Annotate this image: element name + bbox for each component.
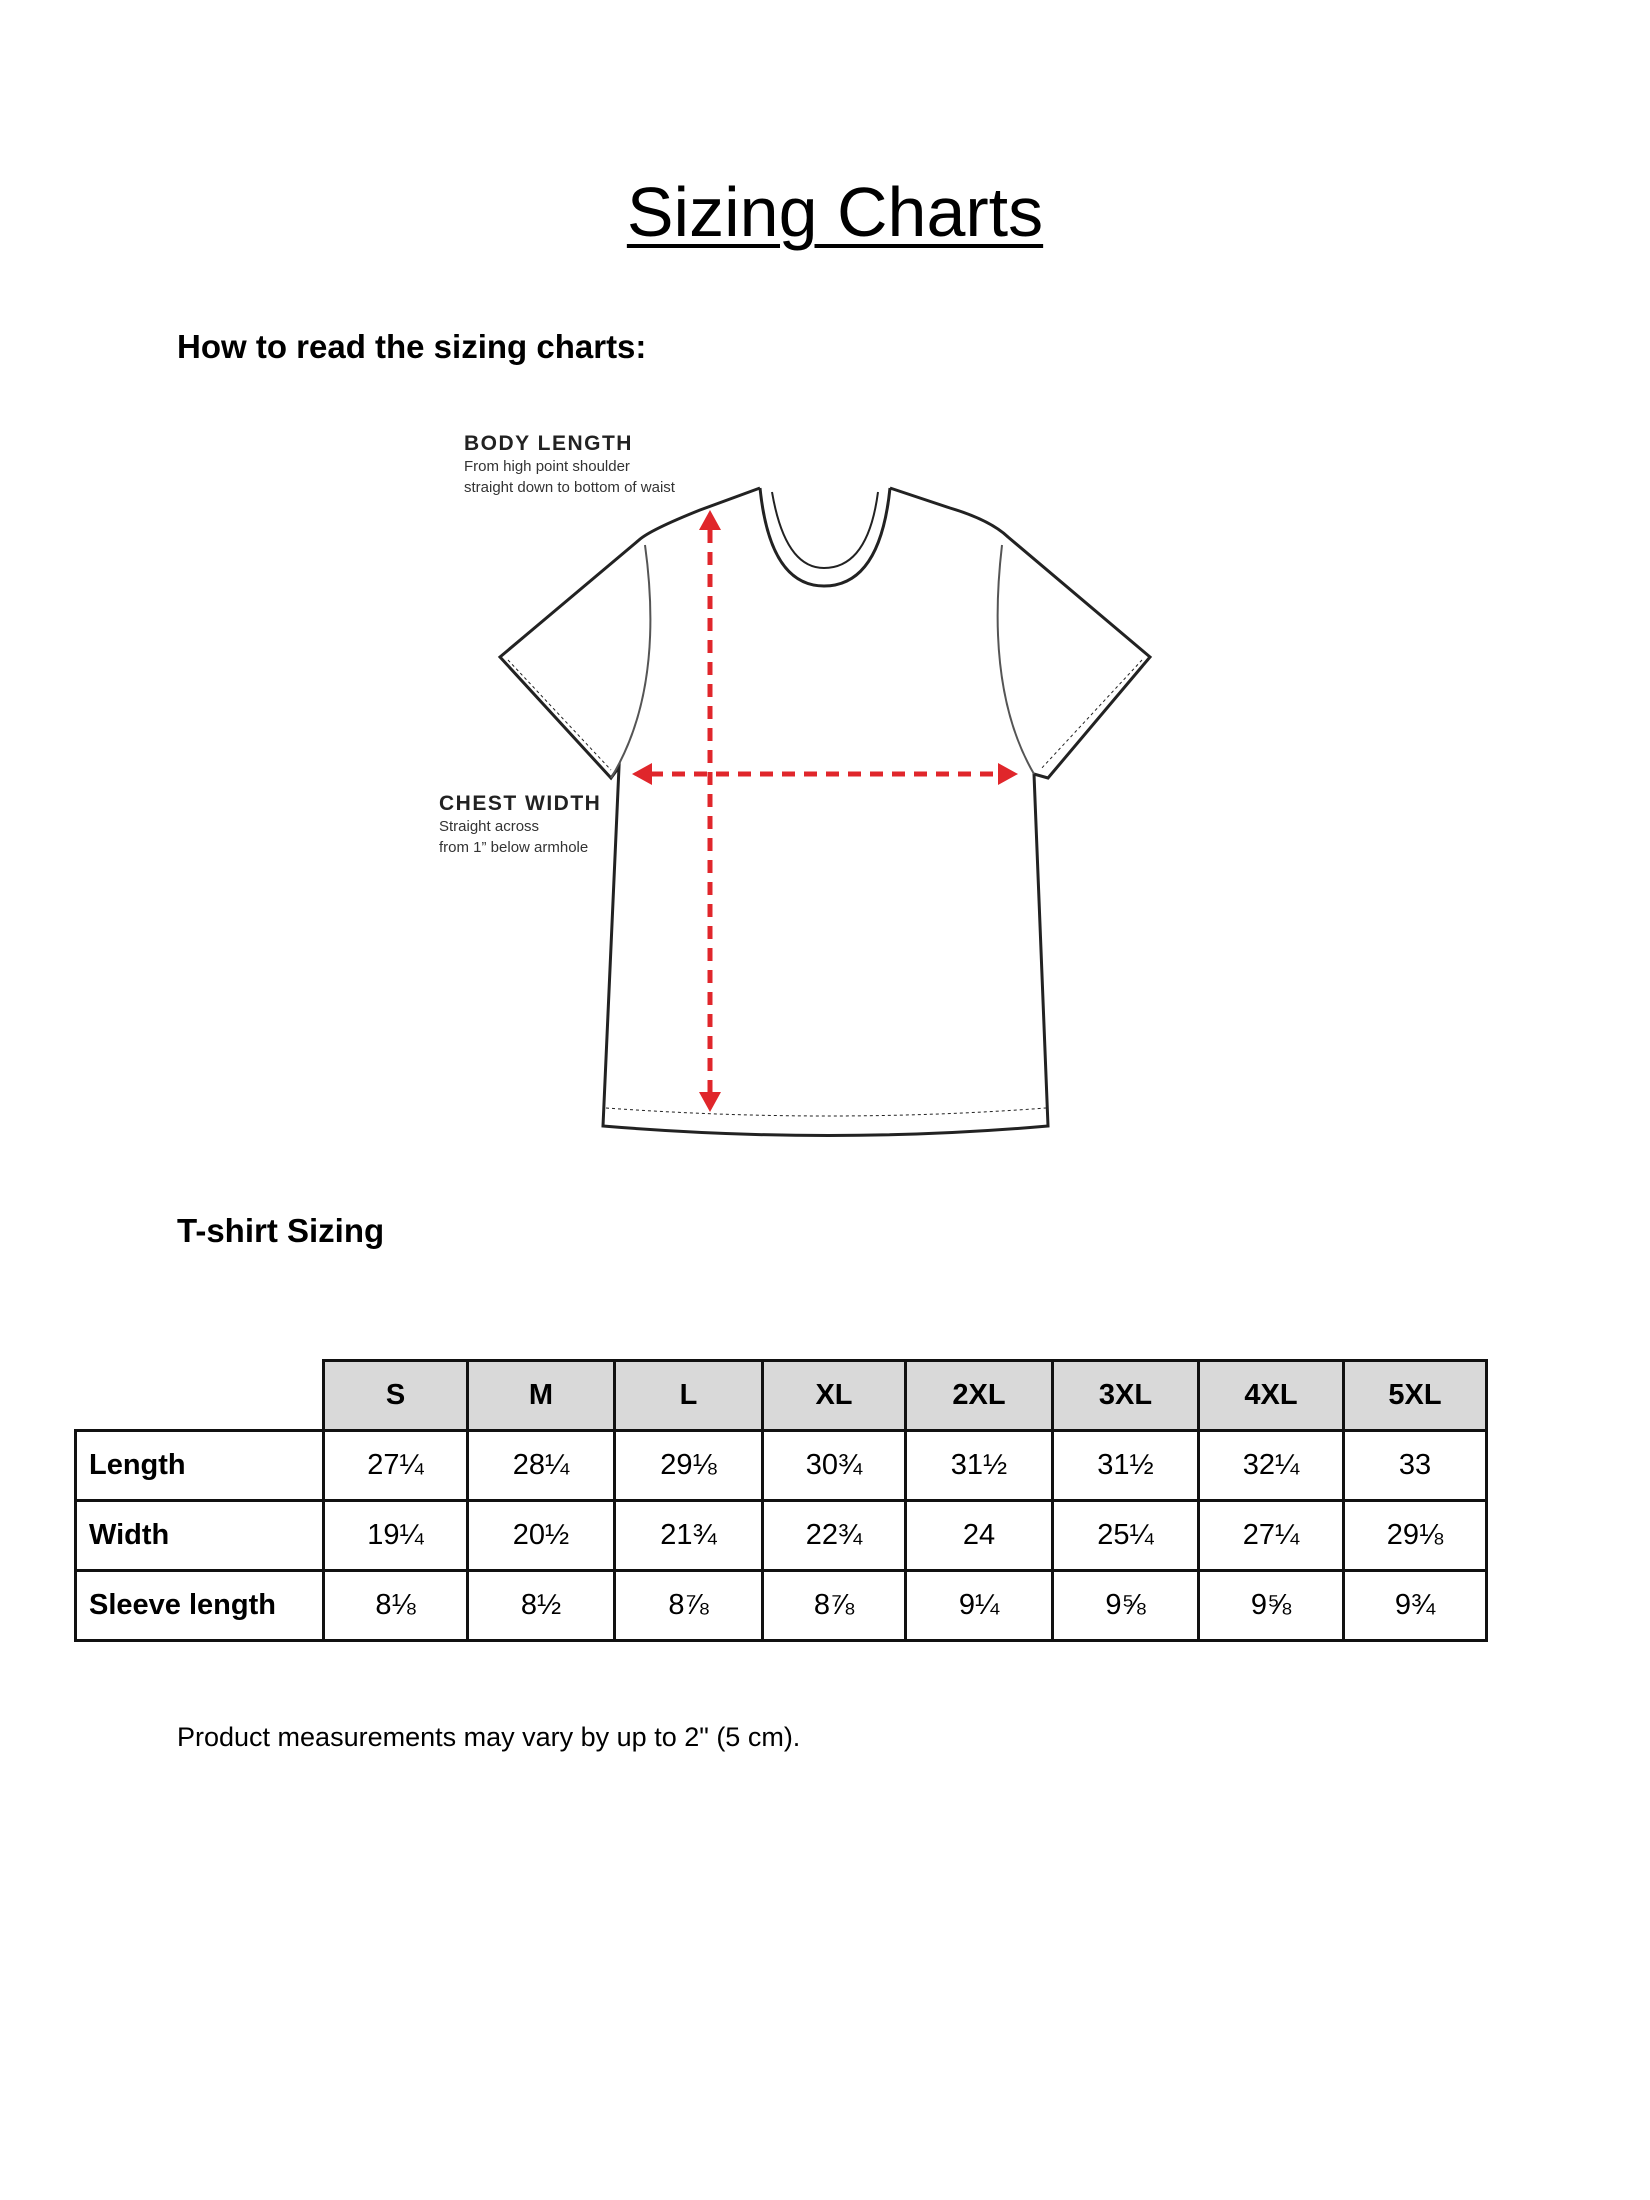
cell: 22¾ [763, 1501, 906, 1571]
cell: 8⅛ [324, 1571, 468, 1641]
cell: 27¼ [1199, 1501, 1344, 1571]
cell: 25¼ [1053, 1501, 1199, 1571]
cell: 27¼ [324, 1431, 468, 1501]
size-header: XL [763, 1361, 906, 1431]
cell: 24 [906, 1501, 1053, 1571]
size-header: L [615, 1361, 763, 1431]
table-row [76, 1501, 1487, 1571]
cell: 28¼ [468, 1431, 615, 1501]
tshirt-sizing-heading: T-shirt Sizing [177, 1212, 385, 1249]
cell: 8½ [468, 1571, 615, 1641]
cell: 31½ [906, 1431, 1053, 1501]
size-header: 4XL [1199, 1361, 1344, 1431]
cell: 21¾ [615, 1501, 763, 1571]
cell: 29⅛ [1344, 1501, 1487, 1571]
size-header: M [468, 1361, 615, 1431]
page-title: Sizing Charts [626, 173, 1044, 251]
cell: 9¾ [1344, 1571, 1487, 1641]
body-length-label: BODY LENGTH From high point shoulder straight down to bottom of waist [464, 432, 675, 496]
cell: 8⅞ [763, 1571, 906, 1641]
size-header: 5XL [1344, 1361, 1487, 1431]
table-row [76, 1571, 1487, 1641]
table-row [76, 1431, 1487, 1501]
chest-width-arrow [632, 763, 1018, 785]
cell: 32¼ [1199, 1431, 1344, 1501]
footnote: Product measurements may vary by up to 2" (5 cm). [177, 1722, 801, 1752]
chest-width-label: CHEST WIDTH Straight across from 1” below armhole [439, 792, 602, 856]
cell: 19¼ [324, 1501, 468, 1571]
cell: 31½ [1053, 1431, 1199, 1501]
row-label: Width [76, 1501, 324, 1571]
cell: 30¾ [763, 1431, 906, 1501]
body-length-arrow [699, 510, 721, 1112]
size-table [74, 1359, 1488, 1642]
cell: 29⅛ [615, 1431, 763, 1501]
cell: 33 [1344, 1431, 1487, 1501]
size-header: 2XL [906, 1361, 1053, 1431]
row-label: Sleeve length [76, 1571, 324, 1641]
cell: 9⅝ [1199, 1571, 1344, 1641]
cell: 9⅝ [1053, 1571, 1199, 1641]
table-header-row [76, 1361, 1487, 1431]
cell: 20½ [468, 1501, 615, 1571]
row-label: Length [76, 1431, 324, 1501]
cell: 8⅞ [615, 1571, 763, 1641]
how-to-heading: How to read the sizing charts: [177, 328, 647, 365]
size-header: S [324, 1361, 468, 1431]
size-header: 3XL [1053, 1361, 1199, 1431]
cell: 9¼ [906, 1571, 1053, 1641]
